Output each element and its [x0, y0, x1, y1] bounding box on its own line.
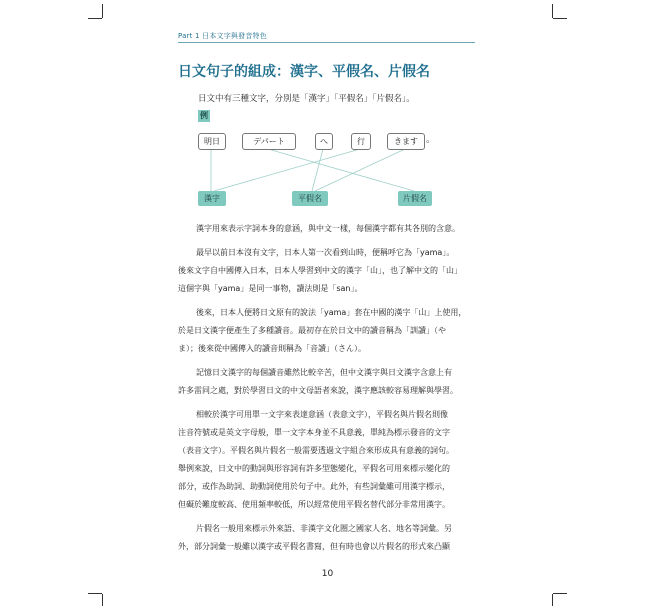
paragraph-kanji-meaning: 漢字用來表示字詞本身的意涵，與中文一樣，每個漢字都有其各別的含意。	[196, 224, 460, 233]
example-badge: 例	[200, 111, 208, 120]
example-word-he: へ	[315, 133, 333, 150]
category-hiragana: 平假名	[292, 191, 328, 206]
link-he-hiragana	[312, 149, 323, 191]
paragraph-phonetic-kana: 相較於漢字可用單一文字來表達意涵（表意文字），平假名與片假名則像 注音符號或是英文字母般，單一文字本身並不具意義，單純為標示發音的文字 （表音文字）。平假名與片假名一般需要透過文字組合來形成具有意義的詞句。 舉例來說，日文中的動詞與形容詞有許多型態變化，平假名可用來標示變化的 部分，或作為助詞、助動詞使用於句子中。此外，有些詞彙雖可用漢字標示， 但礙於難度較高、使用頻率較低，所以經常使用平假名替代部分非常用漢字。	[178, 410, 454, 509]
example-word-ashita: 明日	[198, 133, 226, 150]
intro-text: 日文中有三種文字，分別是「漢字」「平假名」「片假名」。	[198, 94, 415, 104]
category-katakana: 片假名	[398, 191, 432, 206]
link-iku-kanji	[214, 149, 360, 191]
paragraph-readings: 後來，日本人便將日文原有的說法「yama」套在中國的漢字「山」上使用， 於是日文漢字便產生了多種讀音。最初存在於日文中的讀音稱為「訓讀」（や ま）；後來從中國傳入的讀音則稱為「音讀」（さん）。	[178, 308, 467, 353]
paragraph-memorizing: 記憶日文漢字的每個讀音雖然比較辛苦，但中文漢字與日文漢字含意上有 許多雷同之處，對於學習日文的中文母語者來說，漢字應該較容易理解與學習。	[178, 368, 458, 395]
section-title: 日文句子的組成：漢字、平假名、片假名	[178, 64, 430, 80]
example-word-kimasu: きます	[387, 133, 425, 150]
example-sentence-end: 。	[426, 135, 436, 145]
example-word-iku: 行	[351, 133, 371, 150]
page-number: 10	[321, 569, 334, 579]
running-header: Part 1 日本文字與發音特色	[178, 32, 267, 40]
example-word-depato: デパート	[242, 133, 296, 150]
paragraph-yama-origin: 最早以前日本沒有文字，日本人第一次看到山時，便稱呼它為「yama」。 後來文字自中國傳入日本，日本人學習到中文的漢字「山」，也了解中文的「山」 這個字與「yama」是同一事物，讀法則是「san」。	[178, 248, 462, 293]
paragraph-katakana-usage: 片假名一般用來標示外來語、非漢字文化圈之國家人名、地名等詞彙。另 外，部分詞彙一般雖以漢字或平假名書寫，但有時也會以片假名的形式來凸顯	[178, 524, 452, 551]
category-kanji: 漢字	[198, 191, 226, 206]
